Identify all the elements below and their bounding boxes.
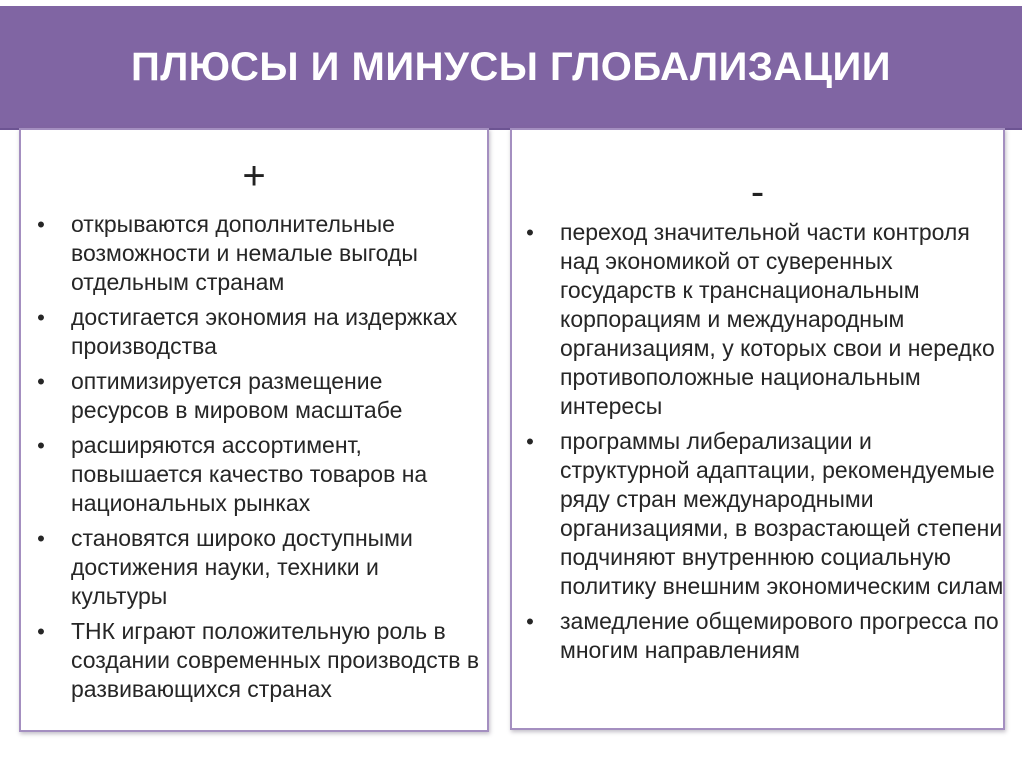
list-item <box>31 524 481 611</box>
item-text: ТНК играют положительную роль в создании современных производств в развивающихся странах <box>71 618 480 702</box>
list-item <box>520 607 1004 665</box>
bullet-icon: • <box>37 619 45 644</box>
item-text: оптимизируется размещение ресурсов в мировом масштабе <box>71 368 403 423</box>
pros-panel <box>19 128 489 732</box>
bullet-icon: • <box>37 369 45 394</box>
item-text: переход значительной части контроля над экономикой от суверенных государств к транснациональным корпорациям и международным организациям, у которых свои и нередко противоположные национальным интересы <box>560 219 995 419</box>
item-text: программы либерализации и структурной адаптации, рекомендуемые ряду стран международными организациями, в возрастающей степени подчиняют внутреннюю социальную политику внешним экономическим силам <box>560 428 1004 599</box>
bullet-icon: • <box>37 305 45 330</box>
minus-sign: - <box>750 170 765 214</box>
slide-title: ПЛЮСЫ И МИНУСЫ ГЛОБАЛИЗАЦИИ <box>130 45 891 89</box>
list-item <box>31 303 481 361</box>
list-item <box>31 617 481 704</box>
pros-list <box>31 210 481 710</box>
bullet-icon: • <box>526 220 534 245</box>
item-text: достигается экономия на издержках производства <box>71 304 458 359</box>
item-text: становятся широко доступными достижения науки, техники и культуры <box>71 525 413 609</box>
list-item <box>31 367 481 425</box>
item-text: замедление общемирового прогресса по многим направлениям <box>560 608 999 663</box>
cons-list <box>520 218 1004 671</box>
title-band <box>0 6 1022 130</box>
list-item <box>520 427 1004 601</box>
list-item <box>31 431 481 518</box>
item-text: открываются дополнительные возможности и немалые выгоды отдельным странам <box>71 211 418 295</box>
cons-panel <box>510 128 1005 730</box>
bullet-icon: • <box>526 609 534 634</box>
list-item <box>520 218 1004 421</box>
bullet-icon: • <box>37 433 45 458</box>
bullet-icon: • <box>37 526 45 551</box>
item-text: расширяются ассортимент, повышается качество товаров на национальных рынках <box>71 432 428 516</box>
bullet-icon: • <box>526 429 534 454</box>
bullet-icon: • <box>37 212 45 237</box>
plus-sign: + <box>242 154 266 198</box>
list-item <box>31 210 481 297</box>
